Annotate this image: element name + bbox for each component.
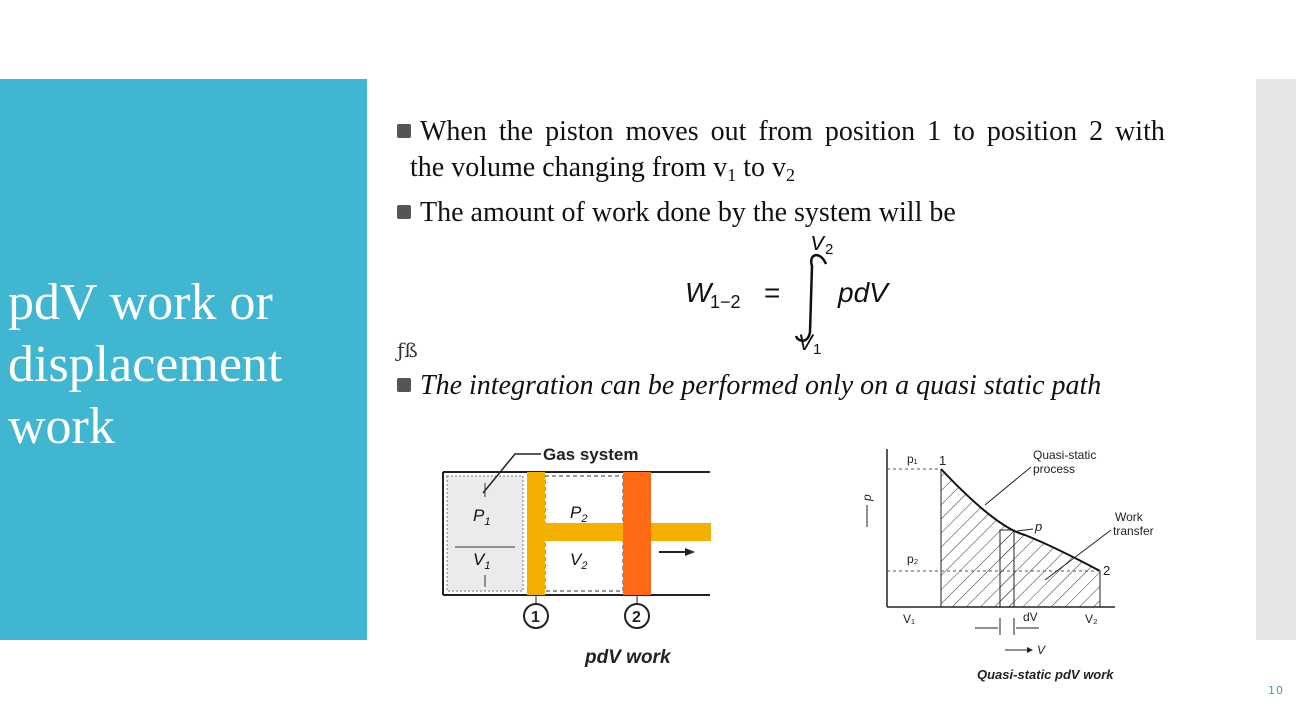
eq-dummy <box>812 260 820 266</box>
slide-title-line-2: displacement <box>8 336 283 393</box>
eq-lhs-sub: 1−2 <box>710 292 741 312</box>
position-1-label: 1 <box>531 609 540 626</box>
bullet-3-marker <box>397 378 411 392</box>
slide-title-line-3: work <box>8 398 115 455</box>
p2-axis-label: p₂ <box>907 552 919 566</box>
dv-strip <box>1000 530 1014 607</box>
slide-title <box>8 272 358 458</box>
left-figure-caption: pdV work <box>585 647 671 668</box>
eq-integrand: pdV <box>838 277 888 308</box>
p-direction-label: p <box>860 494 874 501</box>
bullet-1-sub-2: 2 <box>786 165 796 185</box>
v1-axis-label: V₁ <box>903 612 916 626</box>
gas-system-label: Gas system <box>543 445 639 464</box>
right-figure-caption: Quasi-static pdV work <box>977 667 1114 682</box>
eq-equals: = <box>764 277 781 308</box>
eq-upper-sub: 2 <box>825 241 834 258</box>
slide-title-line-1: pdV work or <box>8 274 273 331</box>
v2-label: $V_2$ <box>570 550 588 572</box>
bullet-1-line-2-a: the volume changing from v <box>410 152 728 183</box>
eq-lower-limit: V <box>798 330 813 355</box>
position-2-label: 2 <box>632 609 641 626</box>
page-number: 10 <box>1268 684 1284 697</box>
bullet-1-line-2 <box>410 152 795 186</box>
p-point-label: p <box>1035 519 1043 534</box>
bullet-2-marker <box>397 205 411 219</box>
state-1-label: 1 <box>939 453 947 468</box>
bullet-1-line-1: When the piston moves out from position 1 to position 2 with <box>420 116 1165 147</box>
right-gray-strip <box>1256 79 1296 640</box>
eq-lhs: W <box>685 277 712 308</box>
bullet-2-text: The amount of work done by the system will be <box>420 197 956 228</box>
eq-lower-sub: 1 <box>813 341 822 356</box>
bullet-1-line-2-b: to v <box>736 152 787 183</box>
work-label: Work <box>1115 510 1143 524</box>
integral-sign <box>796 255 826 341</box>
pv-diagram-figure <box>855 435 1165 690</box>
piston-position-1 <box>527 472 545 595</box>
piston-cylinder-figure <box>415 435 735 685</box>
v-direction-label: V <box>1037 643 1046 657</box>
process-label: process <box>1033 462 1076 476</box>
bullet-1-marker <box>397 124 411 138</box>
state-2-label: 2 <box>1103 563 1111 578</box>
stray-bullet-glyph: ƒß <box>397 338 418 362</box>
bullet-1-sub-1: 1 <box>727 165 737 185</box>
piston-position-2 <box>623 472 651 595</box>
work-integral-equation <box>680 236 920 356</box>
p2-label: $P_2$ <box>570 503 588 525</box>
v1-label: $V_1$ <box>473 550 491 572</box>
eq-upper-limit: V <box>810 236 825 255</box>
transfer-label: transfer <box>1113 524 1154 538</box>
quasi-static-label: Quasi-static <box>1033 448 1097 462</box>
p1-axis-label: p₁ <box>907 452 918 466</box>
v2-axis-label: V₂ <box>1085 612 1098 626</box>
bullet-3-text: The integration can be performed only on a quasi static path <box>420 370 1102 401</box>
p1-label: $P_1$ <box>473 506 491 528</box>
dv-label: dV <box>1023 610 1038 624</box>
